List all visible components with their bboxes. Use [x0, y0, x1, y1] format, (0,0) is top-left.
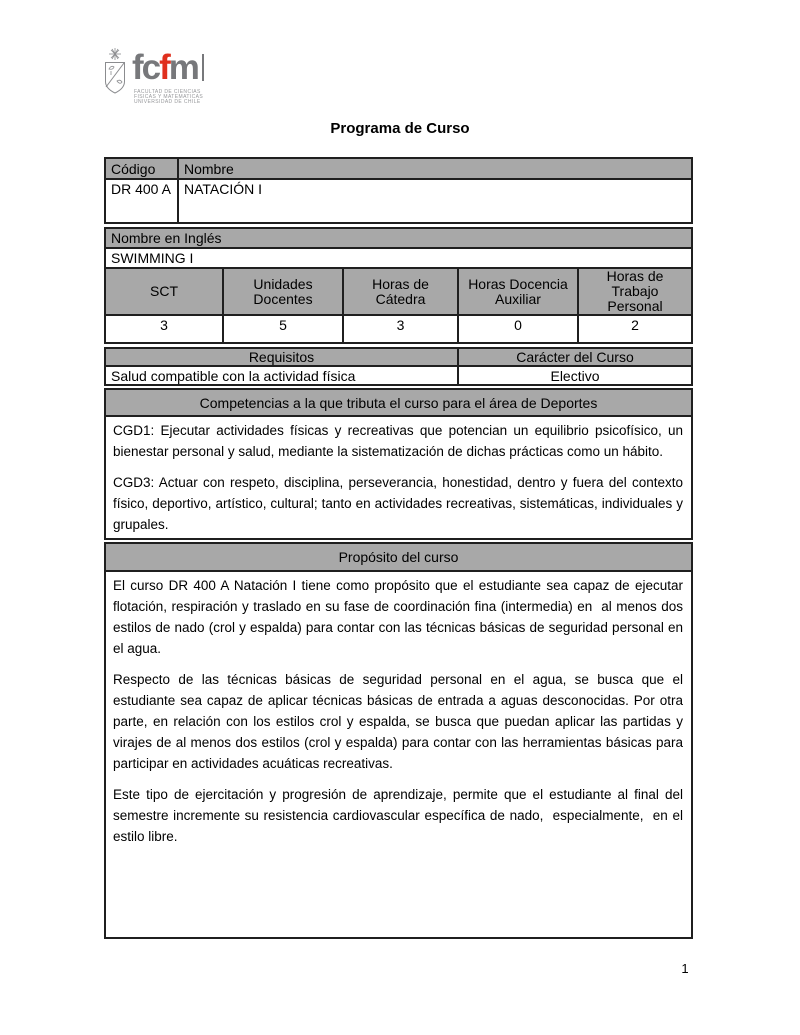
hours-header-cell: SCT — [106, 269, 222, 314]
hours-header-cell: Horas de Trabajo Personal — [577, 269, 691, 314]
page-number: 1 — [681, 961, 689, 976]
universidad-de-chile-crest-icon — [103, 47, 127, 95]
proposito-text-cell — [106, 572, 691, 937]
table-row — [106, 415, 691, 538]
wordmark-letter-f-red: f — [159, 48, 169, 87]
table-row — [106, 570, 691, 937]
wordmark-letter-m: m — [168, 48, 198, 87]
logo-caption — [134, 90, 203, 105]
wordmark-letters-fc: fc — [132, 48, 160, 87]
hours-header-row — [106, 267, 691, 314]
competencias-text-cell — [106, 417, 691, 538]
competencias-paragraph: CGD3: Actuar con respeto, disciplina, perseverancia, honestidad, dentro y fuera del contexto físico, deportivo, artístico, cultural; tanto en actividades recreativas, sistemáticas, individuales y grupales. — [113, 475, 687, 532]
table-row — [106, 159, 691, 178]
requisitos-section — [104, 347, 693, 386]
hours-header-cell: Horas Docencia Auxiliar — [457, 269, 577, 314]
nombre-header-cell: Nombre — [177, 159, 691, 178]
wordmark-divider-bar — [202, 54, 204, 81]
hours-value-row — [106, 314, 691, 342]
hours-value-cell: 0 — [457, 316, 577, 342]
hours-section — [104, 227, 693, 344]
caracter-value-cell: Electivo — [457, 367, 691, 384]
nombre-value-cell: NATACIÓN I — [177, 180, 691, 222]
competencias-paragraph: CGD1: Ejecutar actividades físicas y recreativas que potencian un equilibrio psicofísico, un bienestar personal y salud, mediante la sistematización de dichas prácticas como un hábito. — [113, 423, 687, 459]
logo-caption-line: UNIVERSIDAD DE CHILE — [134, 99, 201, 105]
hours-value-cell: 5 — [222, 316, 342, 342]
hours-header-cell: Horas de Cátedra — [342, 269, 457, 314]
proposito-paragraph: Respecto de las técnicas básicas de seguridad personal en el agua, se busca que el estudiante sea capaz de aplicar técnicas básicas de entrada a aguas desconocidas. Por otra parte, en relación con los estilos crol y espalda, se busca que puedan aplicar las partidas y virajes de al menos dos estilos (crol y espalda) para contar con las herramientas básicas para participar en actividades acuáticas recreativas. — [113, 672, 687, 771]
codigo-header-cell: Código — [106, 159, 177, 178]
table-row — [106, 544, 691, 570]
table-row — [106, 349, 691, 365]
competencias-section — [104, 388, 693, 540]
caracter-header-cell: Carácter del Curso — [457, 349, 691, 365]
course-id-section — [104, 157, 693, 224]
requisitos-value-cell: Salud compatible con la actividad física — [111, 367, 356, 384]
fcfm-wordmark — [132, 48, 204, 87]
page-title: Programa de Curso — [330, 120, 470, 137]
table-row — [106, 247, 691, 267]
logo-caption-line: FACULTAD DE CIENCIAS — [134, 89, 201, 95]
table-row — [106, 178, 691, 222]
course-table — [104, 157, 693, 939]
table-row — [106, 390, 691, 415]
hours-value-cell: 3 — [160, 317, 168, 333]
hours-header-cell: Unidades Docentes — [222, 269, 342, 314]
proposito-section — [104, 542, 693, 939]
hours-value-cell: 3 — [342, 316, 457, 342]
hours-value-cell: 2 — [577, 316, 691, 342]
table-row — [106, 365, 691, 384]
table-row — [106, 229, 691, 247]
requisitos-header-cell: Requisitos — [106, 349, 457, 365]
codigo-value-cell: DR 400 A — [111, 181, 171, 197]
nombre-ingles-value-cell: SWIMMING I — [111, 250, 194, 266]
logo-caption-line: FISICAS Y MATEMATICAS — [134, 94, 204, 100]
proposito-header-cell: Propósito del curso — [106, 544, 691, 570]
nombre-ingles-header-cell: Nombre en Inglés — [106, 229, 691, 247]
proposito-paragraph: El curso DR 400 A Natación I tiene como propósito que el estudiante sea capaz de ejecutar flotación, respiración y traslado en su fase de coordinación fina (intermedia) en al menos dos estilos de nado (crol y espalda) para contar con las técnicas básicas de seguridad personal en el agua. — [113, 578, 687, 656]
proposito-paragraph: Este tipo de ejercitación y progresión de aprendizaje, permite que el estudiante al final del semestre incremente su resistencia cardiovascular específica de nado, especialmente, en el estilo libre. — [113, 787, 687, 844]
competencias-header-cell: Competencias a la que tributa el curso para el área de Deportes — [106, 390, 691, 415]
